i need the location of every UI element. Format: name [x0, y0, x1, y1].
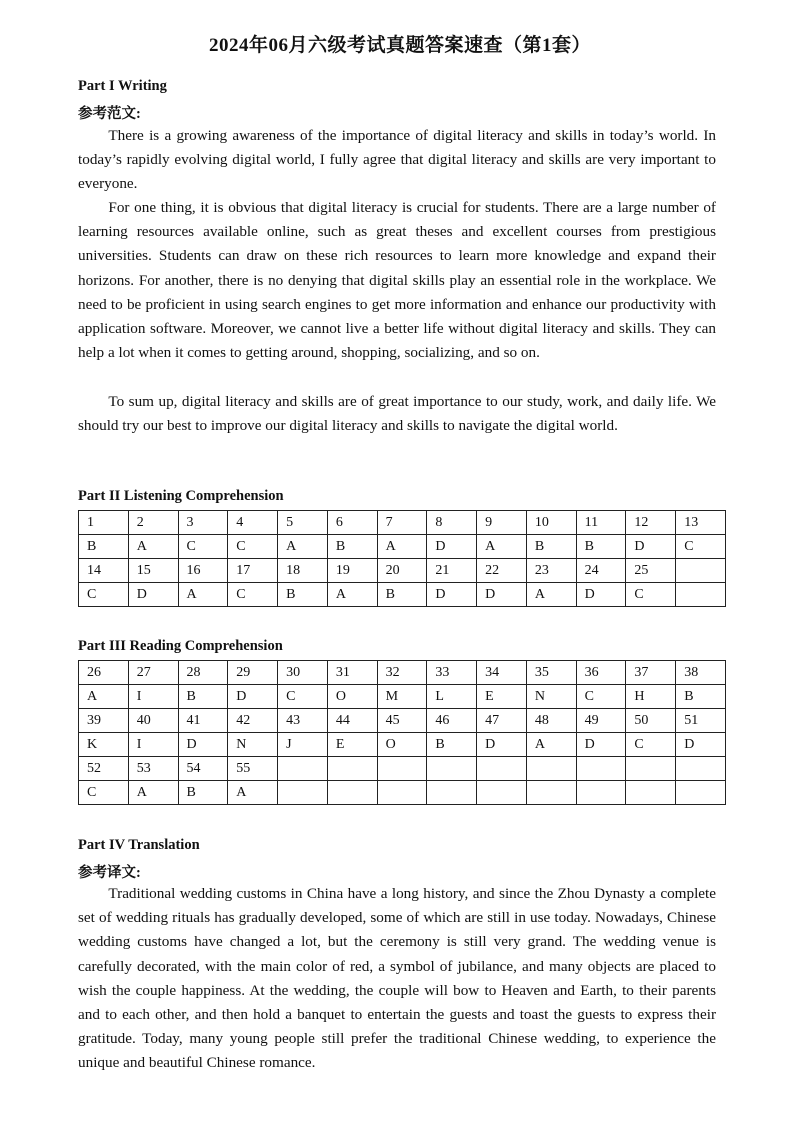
answer-cell: [427, 781, 477, 805]
question-number-cell: 47: [477, 709, 527, 733]
part4-subheading: 参考译文:: [78, 865, 141, 881]
question-number-cell: 3: [178, 511, 228, 535]
question-number-cell: 20: [377, 559, 427, 583]
answer-cell: D: [228, 685, 278, 709]
question-number-cell: 54: [178, 757, 228, 781]
answer-cell: A: [278, 535, 328, 559]
answer-cell: A: [128, 535, 178, 559]
reading-answer-table: [78, 660, 726, 805]
answer-cell: B: [178, 685, 228, 709]
answer-cell: C: [228, 535, 278, 559]
answer-cell: A: [178, 583, 228, 607]
answer-cell: N: [228, 733, 278, 757]
answer-cell: C: [178, 535, 228, 559]
question-number-cell: 1: [79, 511, 129, 535]
question-number-cell: 25: [626, 559, 676, 583]
question-number-cell: [477, 757, 527, 781]
question-number-cell: 34: [477, 661, 527, 685]
question-number-cell: 2: [128, 511, 178, 535]
answer-cell: A: [128, 781, 178, 805]
answer-cell: B: [676, 685, 726, 709]
answer-cell: B: [327, 535, 377, 559]
answer-cell: D: [576, 733, 626, 757]
answer-cell: [377, 781, 427, 805]
question-number-cell: 53: [128, 757, 178, 781]
question-number-cell: 55: [228, 757, 278, 781]
question-number-cell: 6: [327, 511, 377, 535]
question-number-cell: 24: [576, 559, 626, 583]
answer-cell: O: [377, 733, 427, 757]
question-number-cell: 36: [576, 661, 626, 685]
question-number-cell: 16: [178, 559, 228, 583]
question-number-cell: [526, 757, 576, 781]
question-number-cell: 38: [676, 661, 726, 685]
answer-cell: A: [477, 535, 527, 559]
answer-cell: D: [626, 535, 676, 559]
question-number-cell: 35: [526, 661, 576, 685]
question-number-cell: [377, 757, 427, 781]
question-number-cell: 50: [626, 709, 676, 733]
answer-cell: D: [427, 535, 477, 559]
question-number-cell: [626, 757, 676, 781]
part2-heading: Part II Listening Comprehension: [78, 488, 284, 504]
question-number-cell: [427, 757, 477, 781]
question-number-cell: 9: [477, 511, 527, 535]
answer-cell: [576, 781, 626, 805]
answer-cell: M: [377, 685, 427, 709]
question-number-cell: 26: [79, 661, 129, 685]
answer-cell: D: [576, 583, 626, 607]
question-number-cell: 33: [427, 661, 477, 685]
question-number-cell: 5: [278, 511, 328, 535]
answer-cell: K: [79, 733, 129, 757]
question-number-cell: 41: [178, 709, 228, 733]
part3-heading: Part III Reading Comprehension: [78, 638, 283, 654]
question-number-cell: 46: [427, 709, 477, 733]
answer-cell: B: [526, 535, 576, 559]
answer-cell: C: [676, 535, 726, 559]
question-number-cell: 10: [526, 511, 576, 535]
answer-cell: C: [626, 583, 676, 607]
answer-cell: C: [79, 583, 129, 607]
question-number-cell: 31: [327, 661, 377, 685]
question-number-cell: [676, 559, 726, 583]
answer-cell: D: [676, 733, 726, 757]
question-number-cell: 49: [576, 709, 626, 733]
question-number-cell: 22: [477, 559, 527, 583]
question-number-cell: 13: [676, 511, 726, 535]
table-row: [79, 757, 726, 781]
question-number-cell: [576, 757, 626, 781]
question-number-cell: 23: [526, 559, 576, 583]
answer-cell: A: [79, 685, 129, 709]
answer-cell: [676, 781, 726, 805]
part1-paragraph-2: For one thing, it is obvious that digital literacy is crucial for students. There are a large number of learning resources available online, such as great theses and excellent courses from prestigious universities. Students can draw on these rich resources to learn more knowledge and expand their horizons. For another, there is no denying that digital skills play an essential role in the workplace. We need to be proficient in using search engines to get more information and enhance our productivity with application software. Moreover, we cannot live a better life without digital literacy and skills. They can help a lot when it comes to getting around, shopping, socializing, and so on.: [78, 199, 716, 362]
question-number-cell: 17: [228, 559, 278, 583]
answer-cell: D: [427, 583, 477, 607]
answer-cell: A: [526, 583, 576, 607]
question-number-cell: 44: [327, 709, 377, 733]
table-row: [79, 781, 726, 805]
question-number-cell: 51: [676, 709, 726, 733]
answer-cell: B: [427, 733, 477, 757]
answer-cell: B: [576, 535, 626, 559]
answer-cell: C: [228, 583, 278, 607]
answer-cell: D: [477, 733, 527, 757]
question-number-cell: 29: [228, 661, 278, 685]
answer-cell: [676, 583, 726, 607]
answer-cell: L: [427, 685, 477, 709]
question-number-cell: 32: [377, 661, 427, 685]
question-number-cell: 52: [79, 757, 129, 781]
answer-cell: B: [178, 781, 228, 805]
question-number-cell: 8: [427, 511, 477, 535]
answer-cell: [626, 781, 676, 805]
answer-cell: C: [576, 685, 626, 709]
question-number-cell: 45: [377, 709, 427, 733]
answer-cell: B: [377, 583, 427, 607]
question-number-cell: 48: [526, 709, 576, 733]
answer-cell: D: [128, 583, 178, 607]
answer-cell: B: [278, 583, 328, 607]
answer-cell: [278, 781, 328, 805]
table-row: [79, 661, 726, 685]
question-number-cell: 4: [228, 511, 278, 535]
answer-cell: A: [526, 733, 576, 757]
question-number-cell: 11: [576, 511, 626, 535]
question-number-cell: [278, 757, 328, 781]
question-number-cell: [676, 757, 726, 781]
part1-heading: Part I Writing: [78, 78, 167, 94]
answer-cell: I: [128, 733, 178, 757]
question-number-cell: 15: [128, 559, 178, 583]
question-number-cell: 40: [128, 709, 178, 733]
table-row: [79, 559, 726, 583]
answer-cell: A: [228, 781, 278, 805]
table-row: [79, 685, 726, 709]
answer-cell: D: [477, 583, 527, 607]
part1-paragraph-3: To sum up, digital literacy and skills are of great importance to our study, work, and daily life. We should try our best to improve our digital literacy and skills to navigate the digital world.: [78, 393, 716, 435]
question-number-cell: 30: [278, 661, 328, 685]
table-row: [79, 511, 726, 535]
question-number-cell: [327, 757, 377, 781]
part4-heading: Part IV Translation: [78, 837, 200, 853]
answer-cell: C: [79, 781, 129, 805]
part4-paragraph: Traditional wedding customs in China have a long history, and since the Zhou Dynasty a complete set of wedding rituals has gradually developed, some of which are still in use today. Nowadays, Chinese wedding customs have changed a lot, but the ceremony is still very grand. The wedding venue is carefully decorated, with the main color of red, a symbol of jubilance, and many objects are placed to wish the couple happiness. At the wedding, the couple will bow to Heaven and Earth, to their parents and to each other, and then hold a banquet to entertain the guests and toast the guests to express their gratitude. Today, many young people still prefer the traditional Chinese wedding, to experience the unique and beautiful Chinese romance.: [78, 885, 716, 1072]
question-number-cell: 14: [79, 559, 129, 583]
part1-paragraph-1: There is a growing awareness of the importance of digital literacy and skills in today’s world. In today’s rapidly evolving digital world, I fully agree that digital literacy and skills are very important to everyone.: [78, 127, 716, 193]
answer-cell: [526, 781, 576, 805]
answer-cell: O: [327, 685, 377, 709]
question-number-cell: 37: [626, 661, 676, 685]
answer-cell: C: [626, 733, 676, 757]
answer-cell: C: [278, 685, 328, 709]
question-number-cell: 18: [278, 559, 328, 583]
table-row: [79, 733, 726, 757]
answer-cell: A: [327, 583, 377, 607]
answer-cell: N: [526, 685, 576, 709]
table-row: [79, 535, 726, 559]
answer-cell: D: [178, 733, 228, 757]
question-number-cell: 21: [427, 559, 477, 583]
question-number-cell: 19: [327, 559, 377, 583]
question-number-cell: 28: [178, 661, 228, 685]
question-number-cell: 12: [626, 511, 676, 535]
table-row: [79, 583, 726, 607]
page-title: 2024年06月六级考试真题答案速查（第1套）: [208, 35, 591, 56]
answer-cell: [477, 781, 527, 805]
question-number-cell: 7: [377, 511, 427, 535]
answer-cell: J: [278, 733, 328, 757]
answer-cell: E: [477, 685, 527, 709]
table-row: [79, 709, 726, 733]
answer-cell: [327, 781, 377, 805]
question-number-cell: 42: [228, 709, 278, 733]
question-number-cell: 27: [128, 661, 178, 685]
answer-cell: A: [377, 535, 427, 559]
answer-cell: H: [626, 685, 676, 709]
answer-cell: E: [327, 733, 377, 757]
question-number-cell: 39: [79, 709, 129, 733]
listening-answer-table: [78, 510, 726, 607]
part1-subheading: 参考范文:: [78, 106, 141, 122]
answer-cell: B: [79, 535, 129, 559]
question-number-cell: 43: [278, 709, 328, 733]
answer-cell: I: [128, 685, 178, 709]
